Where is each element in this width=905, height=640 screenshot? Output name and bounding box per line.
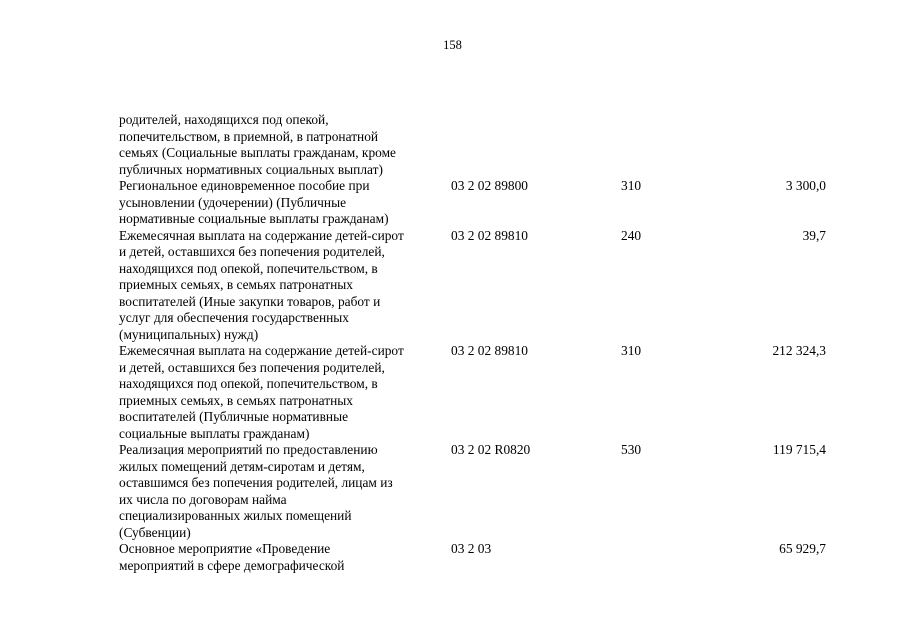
- budget-table: [119, 112, 831, 574]
- description-line: Ежемесячная выплата на содержание детей-сирот: [119, 227, 404, 243]
- row-code: 03 2 02 89800: [451, 178, 528, 193]
- description-line: и детей, оставшихся без попечения родителей,: [119, 359, 385, 375]
- table-row: [119, 228, 831, 344]
- table-row: [119, 178, 831, 228]
- row-expense-type: 310: [621, 343, 642, 358]
- description-line: находящихся под опекой, попечительством, в: [119, 376, 378, 391]
- page-number: 158: [443, 38, 462, 52]
- table-row: [119, 442, 831, 541]
- table-row: [119, 343, 831, 442]
- description-line: публичных нормативных социальных выплат): [119, 161, 383, 177]
- row-code: 03 2 02 R0820: [451, 442, 531, 457]
- description-line: воспитателей (Публичные нормативные: [119, 409, 349, 424]
- description-line: оставшимся без попечения родителей, лицам из: [119, 475, 393, 490]
- description-line: попечительством, в приемной, в патронатной: [119, 128, 379, 144]
- row-description: [119, 541, 451, 574]
- table-row: [119, 541, 831, 574]
- description-line: Региональное единовременное пособие при: [119, 178, 370, 193]
- description-line: мероприятий в сфере демографической: [119, 557, 345, 573]
- description-line: родителей, находящихся под опекой,: [119, 112, 329, 127]
- row-amount: 65 929,7: [779, 541, 826, 556]
- description-line: усыновлении (удочерении) (Публичные: [119, 194, 347, 210]
- description-line: находящихся под опекой, попечительством, в: [119, 260, 378, 276]
- row-description: [119, 112, 451, 178]
- row-amount: 119 715,4: [772, 442, 826, 457]
- description-line: семьях (Социальные выплаты гражданам, кроме: [119, 145, 396, 160]
- row-code: 03 2 02 89810: [451, 227, 528, 243]
- description-line: их числа по договорам найма: [119, 491, 287, 507]
- row-description: [119, 442, 451, 541]
- description-line: воспитателей (Иные закупки товаров, работ и: [119, 293, 381, 309]
- description-line: приемных семьях, в семьях патронатных: [119, 392, 353, 408]
- row-expense-type: 530: [621, 442, 642, 457]
- row-description: [119, 178, 451, 228]
- description-line: услуг для обеспечения государственных: [119, 310, 349, 325]
- description-line: социальные выплаты гражданам): [119, 425, 310, 441]
- row-description: [119, 228, 451, 344]
- description-line: специализированных жилых помещений: [119, 508, 352, 523]
- row-code: 03 2 03: [451, 541, 492, 556]
- row-amount: 3 300,0: [785, 178, 826, 193]
- description-line: и детей, оставшихся без попечения родителей,: [119, 244, 385, 259]
- description-line: Реализация мероприятий по предоставлению: [119, 442, 378, 457]
- row-expense-type: 310: [621, 178, 642, 193]
- table-row: [119, 112, 831, 178]
- description-line: (муниципальных) нужд): [119, 326, 259, 342]
- description-line: жилых помещений детям-сиротам и детям,: [119, 458, 365, 474]
- row-expense-type: 240: [621, 227, 642, 243]
- row-description: [119, 343, 451, 442]
- description-line: (Субвенции): [119, 524, 191, 540]
- row-amount: 39,7: [802, 227, 826, 243]
- description-line: Ежемесячная выплата на содержание детей-сирот: [119, 343, 404, 358]
- row-amount: 212 324,3: [772, 343, 826, 358]
- row-code: 03 2 02 89810: [451, 343, 528, 358]
- description-line: нормативные социальные выплаты гражданам): [119, 211, 389, 226]
- description-line: приемных семьях, в семьях патронатных: [119, 277, 353, 292]
- description-line: Основное мероприятие «Проведение: [119, 541, 331, 556]
